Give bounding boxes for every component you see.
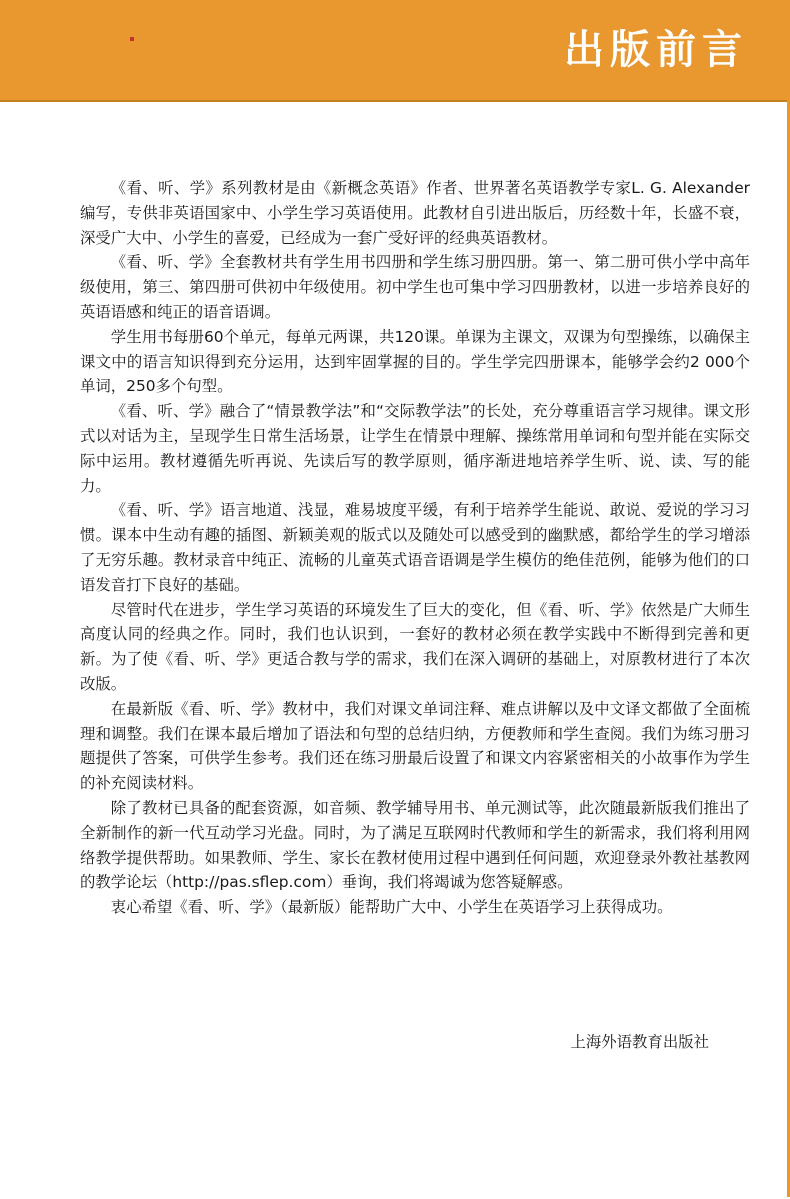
header-band — [0, 0, 790, 100]
paragraph-9: 衷心希望《看、听、学》（最新版）能帮助广大中、小学生在英语学习上获得成功。 — [110, 898, 673, 917]
header-mark — [130, 37, 134, 41]
paragraph-7: 在最新版《看、听、学》教材中，我们对课文单词注释、难点讲解以及中文译文都做了全面梳理和调整。我们在课本最后增加了语法和句型的总结归纳，方便教师和学生查阅。我们为练习册习题提供了答案，可供学生参考。我们还在练习册最后设置了和课文内容紧密相关的小故事作为学生的补充阅读材料。 — [80, 699, 750, 793]
paragraph-1: 《看、听、学》系列教材是由《新概念英语》作者、世界著名英语教学专家L. G. Alexander编写，专供非英语国家中、小学生学习英语使用。此教材自引进出版后，历经数十年，长盛不衰，深受广大中、小学生的喜爱，已经成为一套广受好评的经典英语教材。 — [80, 179, 750, 247]
paragraph-3: 学生用书每册60个单元，每单元两课，共120课。单课为主课文，双课为句型操练，以确保主课文中的语言知识得到充分运用，达到牢固掌握的目的。学生学完四册课本，能够学会约2 000个单词，250多个句型。 — [80, 327, 750, 396]
publisher-signature: 上海外语教育出版社 — [570, 1033, 709, 1051]
preface-text — [80, 176, 750, 920]
page-title: 出版前言 — [564, 27, 748, 73]
paragraph-5: 《看、听、学》语言地道、浅显，难易坡度平缓，有利于培养学生能说、敢说、爱说的学习习惯。课本中生动有趣的插图、新颖美观的版式以及随处可以感受到的幽默感，都给学生的学习增添了无穷乐趣。教材录音中纯正、流畅的儿童英式语音语调是学生模仿的绝佳范例，能够为他们的口语发音打下良好的基础。 — [80, 501, 750, 594]
paragraph-8: 除了教材已具备的配套资源，如音频、教学辅导用书、单元测试等，此次随最新版我们推出了全新制作的新一代互动学习光盘。同时，为了满足互联网时代教师和学生的新需求，我们将利用网络教学提供帮助。如果教师、学生、家长在教材使用过程中遇到任何问题，欢迎登录外教社基教网的教学论坛（http://pas.sflep.com）垂询，我们将竭诚为您答疑解惑。 — [80, 798, 750, 892]
paragraph-6: 尽管时代在进步，学生学习英语的环境发生了巨大的变化，但《看、听、学》依然是广大师生高度认同的经典之作。同时，我们也认识到，一套好的教材必须在教学实践中不断得到完善和更新。为了使《看、听、学》更适合教与学的需求，我们在深入调研的基础上，对原教材进行了本次改版。 — [80, 600, 750, 693]
paragraph-2: 《看、听、学》全套教材共有学生用书四册和学生练习册四册。第一、第二册可供小学中高年级使用，第三、第四册可供初中年级使用。初中学生也可集中学习四册教材，以进一步培养良好的英语语感和纯正的语音语调。 — [80, 253, 750, 321]
content-panel — [0, 100, 787, 1199]
paragraph-4: 《看、听、学》融合了“情景教学法”和“交际教学法”的长处，充分尊重语言学习规律。课文形式以对话为主，呈现学生日常生活场景，让学生在情景中理解、操练常用单词和句型并能在实际交际中运用。教材遵循先听再说、先读后写的教学原则，循序渐进地培养学生听、说、读、写的能力。 — [80, 402, 750, 495]
